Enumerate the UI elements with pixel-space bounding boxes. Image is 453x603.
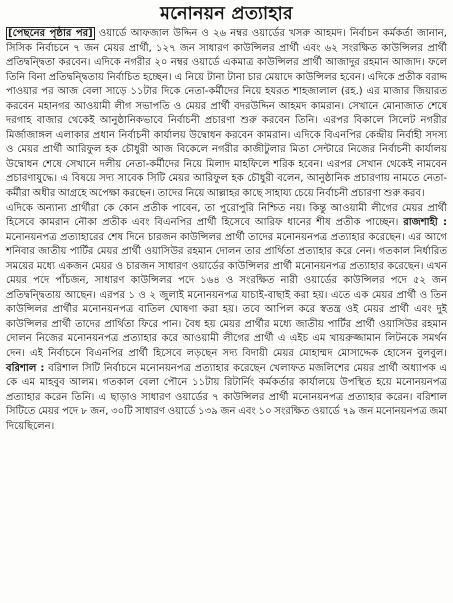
paragraph-1-text: ওয়ার্ডে আফজাল উদ্দিন ও ২৬ নম্বর ওয়ার্ডের খসরু আহমদ। নির্বাচন কর্মকর্তা জানান, সিসিক নির্বাচনে ৭ জন মেয়র প্রার্থী, ১২৭ জন সাধারণ কাউন্সিলর প্রার্থী এবং ৬২ সংরক্ষিত কাউন্সিলর প্রার্থী প্রতিদ্বন্দ্বিতা করবেন। এদিকে নগরীর ২০ নম্বর ওয়ার্ডে একমাত্র কাউন্সিলর প্রার্থী আজাদুর রহমান আজাদ। ফলে তিনি বিনা প্রতিদ্বন্দ্বিতায় নির্বাচিত হচ্ছেন। এ নিয়ে টানা টানা চার মেয়াদে কাউন্সিলর হবেন। এদিকে প্রতীক বরাদ্দ পাওয়ার পর আজ বেলা সাড়ে ১১টার দিকে নেতা-কর্মীদের নিয়ে হযরত শাহজালাল (রহ.) এর মাজার জিয়ারত করবেন মহানগর আওয়ামী লীগ সভাপতি ও মেয়র প্রার্থী বদরউদ্দিন আহমদ কামরান। সেখানে মোনাজাত শেষে দরগাহ বাজার থেকেই আনুষ্ঠানিকভাবে নির্বাচনী প্রচারণা শুরু করবেন তিনি। এরপর বিকালে সিলেট নগরীর মির্জাজাঙ্গল এলাকার প্রধান নির্বাচনী কার্যালয় উদ্বোধন করবেন কামরান। এদিকে বিএনপির কেন্দ্রীয় নির্বাহী সদস্য ও মেয়র প্রার্থী আরিফুল হক চৌধুরী আজ বিকেলে নগরীর কাজীটুলার মিতা সেন্টারে নিজের নির্বাচনী কার্যালয় উদ্বোধন শেষে সেখানে দলীয় নেতা-কর্মীদের নিয়ে মিলাদ মাহফিলে শরিক হবেন। এরপর সেখান থেকেই নামবেন প্রচারণাযুদ্ধে। এ বিষয়ে সদ্য সাবেক সিটি মেয়র আরিফুল হক চৌধুরী বলেন, আনুষ্ঠানিক প্রচারণায় নামতে নেতা-কর্মীরা অধীর আগ্রহে অপেক্ষা করছেন। তাদের নিয়ে আল্লাহর কাছে সাহায্য চেয়ে নির্বাচনী প্রচারণা শুরু করব। — [6, 28, 447, 200]
article-body — [6, 27, 447, 434]
continued-label: [পেছনের পৃষ্ঠার পর] — [8, 28, 93, 39]
paragraph-1 — [6, 27, 447, 202]
paragraph-2 — [6, 202, 447, 435]
paragraph-2-rest: মনোনয়নপত্র প্রত্যাহারের শেষ দিনে চারজন কাউন্সিলর প্রার্থী তাদের মনোনয়নপত্র প্রত্যাহার করেছেন। এর আগে শনিবার জাতীয় পার্টির মেয়র প্রার্থী ওয়াসিউর রহমান দোলন তার প্রার্থিতা প্রত্যাহার করে নেন। গতকাল নির্ধারিত সময়ের মধ্যে একজন মেয়র ও চারজন সাধারণ ওয়ার্ডের কাউন্সিলর প্রার্থী মনোনয়নপত্র প্রত্যাহার করেছেন। এখন মেয়র পদে পাঁচজন, সাধারণ কাউন্সিলর পদে ১৬৪ ও সংরক্ষিত নারী ওয়ার্ডের কাউন্সিলর পদে ৫২ জন প্রতিদ্বন্দ্বিতায় আছেন। এরপর ১ ও ২ জুলাই মনোনয়নপত্র যাচাই-বাছাই করা হয়। এতে এক মেয়র প্রার্থী ও তিন কাউন্সিলর প্রার্থীর মনোনয়নপত্র বাতিল ঘোষণা করা হয়। তবে আপিল করে স্বতন্ত্র ওই মেয়র প্রার্থী এবং দুই কাউন্সিলর প্রার্থী তাদের প্রার্থিতা ফিরে পান। বৈধ হয় মেয়র প্রার্থীর মধ্যে জাতীয় পার্টির প্রার্থী ওয়াসিউর রহমান দোলন নিজের মনোনয়নপত্র প্রত্যাহার করে আওয়ামী লীগের প্রার্থী এ এইচ এম খায়রুজ্জামান লিটনকে সমর্থন দেন। এই নির্বাচনে বিএনপির প্রার্থী হিসেবে লড়ছেন সদ্য বিদায়ী মেয়র মোহাম্মদ মোসাদ্দেক হোসেন বুলবুল। — [6, 231, 447, 360]
paragraph-2-end: বরিশাল সিটি নির্বাচনে মনোনয়নপত্র প্রত্যাহার করেছেন খেলাফত মজলিশের মেয়র প্রার্থী অধ্যাপক এ কে এম মাহবুব আলম। গতকাল বেলা পৌনে ১১টায় রিটার্নিং কর্মকর্তার কার্যালয়ে উপস্থিত হয়ে মনোনয়নপত্র প্রত্যাহার করেন তিনি। এ ছাড়াও সাধারণ ওয়ার্ডের ৭ কাউন্সিলর প্রার্থী মনোনয়নপত্র প্রত্যাহার করেন। বরিশাল সিটিতে মেয়র পদে ৮ জন, ৩০টি সাধারণ ওয়ার্ডে ১৩৯ জন এবং ১০ সংরক্ষিত ওয়ার্ডে ৭৯ জন মনোনয়নপত্র জমা দিয়েছিলেন। — [6, 362, 447, 432]
paragraph-2-start: এদিকে অন্যান্য প্রার্থীরা কে কোন প্রতীক পাবেন, তা পুরোপুরি নিশ্চিত নয়। কিন্তু আওয়ামী লীগের মেয়র প্রার্থী হিসেবে কামরান নৌকা প্রতীক এবং বিএনপির প্রার্থী হিসেবে আরিফ ধানের শীষ প্রতীক পাচ্ছেন। — [6, 202, 447, 229]
rajshahi-label: রাজশাহী : — [403, 217, 447, 229]
barishal-label: বরিশাল : — [6, 362, 45, 374]
headline: মনোনয়ন প্রত্যাহার — [160, 4, 293, 24]
